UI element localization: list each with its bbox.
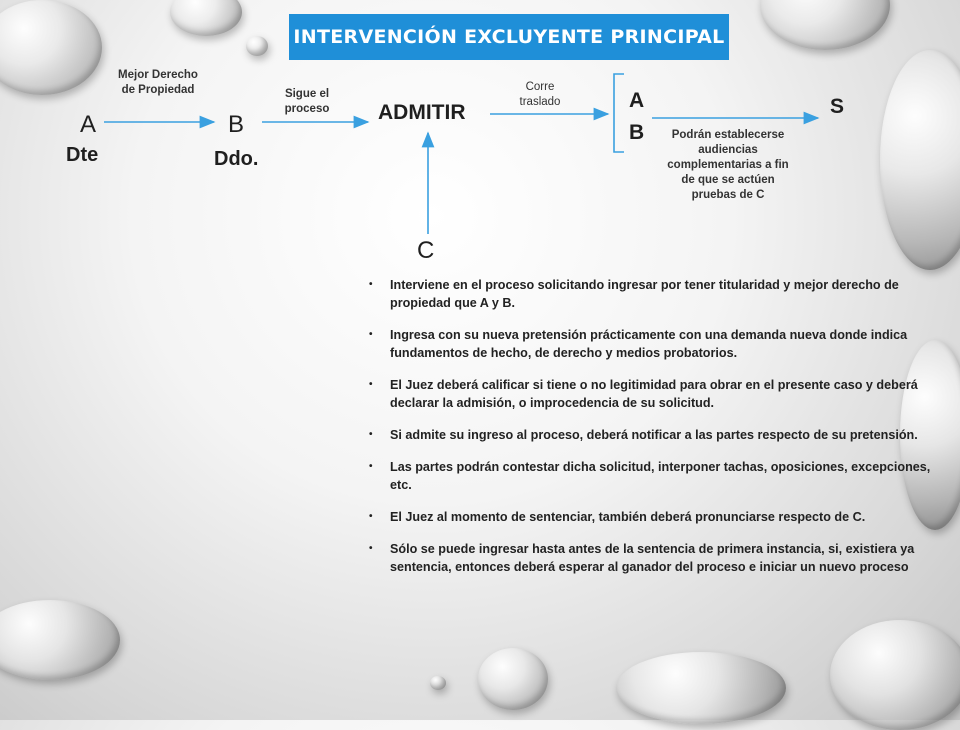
node-b-left: B bbox=[228, 111, 245, 138]
list-item: • El Juez deberá calificar si tiene o no legitimidad para obrar en el presente caso y deberá declarar la admisión, o improcedencia de su solicitud. bbox=[367, 376, 932, 412]
list-item: • Ingresa con su nueva pretensión prácticamente con una demanda nueva donde indica fundamentos de hecho, de derecho y medios probatorios. bbox=[367, 326, 932, 362]
list-item: • Interviene en el proceso solicitando ingresar por tener titularidad y mejor derecho de propiedad que A y B. bbox=[367, 276, 932, 312]
label-corre-traslado: Corre traslado bbox=[519, 81, 561, 108]
page-title: INTERVENCIÓN EXCLUYENTE PRINCIPAL bbox=[289, 14, 729, 60]
node-a-left: A bbox=[80, 111, 97, 138]
bracket-ab bbox=[614, 74, 624, 152]
bullet-list bbox=[367, 276, 932, 590]
node-dte: Dte bbox=[66, 144, 99, 166]
node-b-right: B bbox=[629, 121, 645, 144]
node-ddo: Ddo. bbox=[214, 148, 259, 170]
node-admitir: ADMITIR bbox=[378, 101, 466, 124]
list-item: • Si admite su ingreso al proceso, deberá notificar a las partes respecto de su pretensión. bbox=[367, 426, 932, 444]
label-sigue-proceso: Sigue el proceso bbox=[284, 88, 330, 115]
node-c: C bbox=[417, 237, 435, 264]
label-podran: Podrán establecerse audiencias complementarias a fin de que se actúen pruebas de C bbox=[667, 129, 789, 201]
list-item: • El Juez al momento de sentenciar, también deberá pronunciarse respecto de C. bbox=[367, 508, 932, 526]
node-s: S bbox=[830, 95, 845, 118]
list-item: • Las partes podrán contestar dicha solicitud, interponer tachas, oposiciones, excepciones, etc. bbox=[367, 458, 932, 494]
label-mejor-derecho: Mejor Derecho de Propiedad bbox=[118, 69, 198, 96]
node-a-right: A bbox=[629, 89, 645, 112]
list-item: • Sólo se puede ingresar hasta antes de la sentencia de primera instancia, si, existiera ya sentencia, entonces deberá esperar al ganador del proceso e iniciar un nuevo proceso bbox=[367, 540, 932, 576]
